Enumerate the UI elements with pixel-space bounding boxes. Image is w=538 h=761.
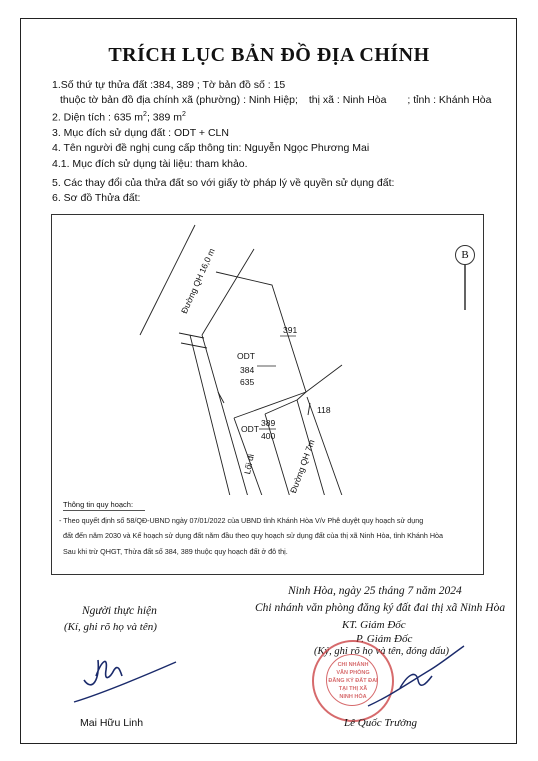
stamp-line-1: CHI NHÁNH: [337, 662, 369, 668]
right-sign-note: (Ký, ghi rõ họ và tên, đóng dấu): [314, 646, 450, 657]
left-signer-name: Mai Hữu Linh: [80, 717, 144, 729]
neighbor-parcel-391: 391: [283, 325, 298, 335]
right-signature-icon: [360, 636, 470, 716]
issue-date: Ninh Hòa, ngày 25 tháng 7 năm 2024: [288, 585, 462, 597]
planning-line-2: đất đến năm 2030 và Kế hoạch sử dụng đất năm đầu theo quy hoạch sử dụng đất của thị xã Ninh Hòa, tỉnh Khánh Hòa: [63, 531, 444, 540]
compass-north-icon: B: [455, 245, 475, 265]
right-signer-name: Lê Quốc Trưởng: [344, 717, 417, 729]
lane-label: Lối đi: [242, 453, 257, 476]
stamp-line-3: ĐĂNG KÝ ĐẤT ĐAI: [328, 678, 378, 684]
planning-line-1: - Theo quyết định số 58/QĐ-UBND ngày 07/01/2022 của UBND tỉnh Khánh Hòa V/v Phê duyệt quy hoạch sử dụng: [59, 516, 424, 525]
parcel-384-use: ODT: [237, 351, 255, 361]
town-text: thị xã : Ninh Hòa: [308, 94, 387, 106]
location-line: [60, 94, 491, 106]
performer-title: Người thực hiện: [82, 605, 157, 617]
area-line: [52, 111, 186, 124]
left-signature-icon: [70, 640, 180, 710]
area-text-b: ; 389 m: [146, 111, 182, 124]
parcel-384-number: 384: [240, 365, 255, 375]
vice-director-title: P. Giám Đốc: [356, 633, 413, 645]
kt-text: KT. Giám Đốc: [342, 619, 406, 631]
purpose-line: 4.1. Mục đích sử dụng tài liệu: tham khảo.: [52, 158, 248, 170]
deputy-director-title: [342, 619, 406, 631]
left-sign-note: (Kí, ghi rõ họ và tên): [64, 621, 157, 633]
stamp-line-4: TẠI THỊ XÃ: [338, 686, 368, 692]
changes-line: 5. Các thay đổi của thửa đất so với giấy tờ pháp lý về quyền sử dụng đất:: [52, 177, 395, 189]
area-sup-b: 2: [181, 111, 186, 118]
north-arrow-line: [462, 265, 468, 310]
stamp-line-2: VĂN PHÒNG: [336, 670, 370, 676]
planning-info-title: Thông tin quy hoạch:: [63, 500, 134, 509]
parcel-389-area: 400: [261, 431, 276, 441]
parcel-389-number: 389: [261, 418, 276, 428]
parcel-389-use: ODT: [241, 424, 259, 434]
parcel-384-area: 635: [240, 377, 255, 387]
issuing-office: Chi nhánh văn phòng đăng ký đất đai thị xã Ninh Hòa: [255, 602, 506, 614]
area-text-a: 2. Diện tích : 635 m: [52, 111, 144, 124]
secondary-road-label: Đường QH 7m: [288, 438, 317, 495]
stamp-line-5: NINH HÒA: [339, 694, 367, 700]
planning-line-3: Sau khi trừ QHGT, Thửa đất số 384, 389 thuộc quy hoạch đất ở đô thị.: [63, 547, 288, 556]
planning-info-box: [53, 495, 482, 573]
province-text: ; tỉnh : Khánh Hòa: [407, 94, 492, 106]
area-sup-a: 2: [143, 111, 147, 118]
parcel-number-line: 1.Số thứ tự thửa đất :384, 389 ; Tờ bản đồ số : 15: [52, 79, 286, 91]
land-use-line: 3. Mục đích sử dụng đất : ODT + CLN: [52, 127, 229, 139]
main-road-label: Đường QH 16,0 m: [179, 246, 217, 316]
neighbor-parcel-118: 118: [317, 405, 331, 415]
document-title: TRÍCH LỤC BẢN ĐỒ ĐỊA CHÍNH: [108, 44, 430, 66]
diagram-heading: 6. Sơ đồ Thửa đất:: [52, 192, 141, 204]
commune-text: thuộc tờ bản đồ địa chính xã (phường) : Ninh Hiệp;: [60, 94, 298, 106]
parcel-diagram: [51, 214, 484, 575]
requester-line: 4. Tên người đề nghị cung cấp thông tin: Nguyễn Ngọc Phương Mai: [52, 142, 370, 154]
